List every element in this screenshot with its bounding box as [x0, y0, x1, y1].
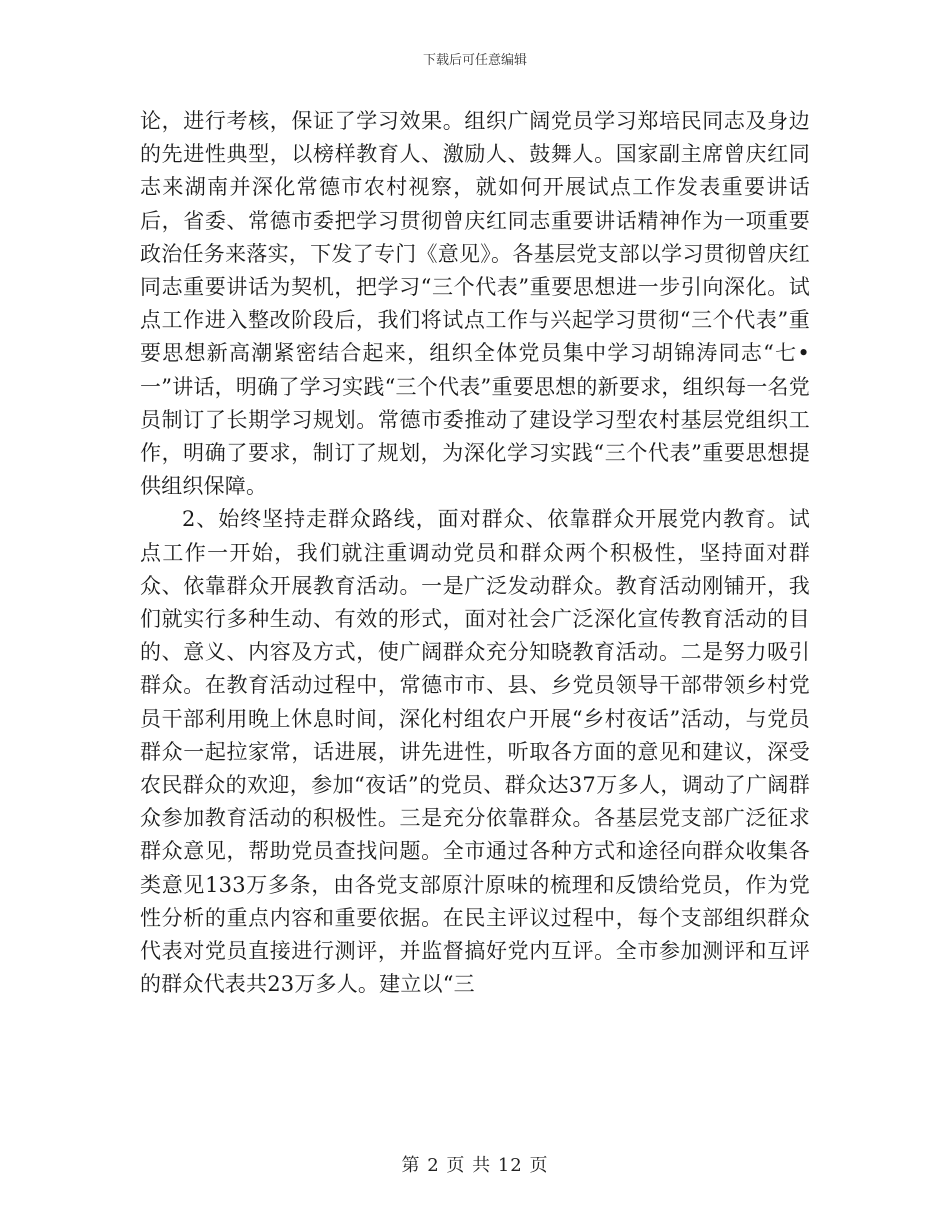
paragraph-continued: 论，进行考核，保证了学习效果。组织广阔党员学习郑培民同志及身边的先进性典型，以榜样教育人、激励人、鼓舞人。国家副主席曾庆红同志来湖南并深化常德市农村视察，就如何开展试点工作发表重要讲话后，省委、常德市委把学习贯彻曾庆红同志重要讲话精神作为一项重要政治任务来落实，下发了专门《意见》。各基层党支部以学习贯彻曾庆红同志重要讲话为契机，把学习“三个代表”重要思想进一步引向深化。试点工作进入整改阶段后，我们将试点工作与兴起学习贯彻“三个代表”重要思想新高潮紧密结合起来，组织全体党员集中学习胡锦涛同志“七•一”讲话，明确了学习实践“三个代表”重要思想的新要求，组织每一名党员制订了长期学习规划。常德市委推动了建设学习型农村基层党组织工作，明确了要求，制订了规划，为深化学习实践“三个代表”重要思想提供组织保障。	[140, 109, 810, 499]
page-footer: 第 2 页 共 12 页	[401, 1155, 549, 1176]
paragraph-section-2: 2、始终坚持走群众路线，面对群众、依靠群众开展党内教育。试点工作一开始，我们就注重调动党员和群众两个积极性，坚持面对群众、依靠群众开展教育活动。一是广泛发动群众。教育活动刚铺开，我们就实行多种生动、有效的形式，面对社会广泛深化宣传教育活动的目的、意义、内容及方式，使广阔群众充分知晓教育活动。二是努力吸引群众。在教育活动过程中，常德市市、县、乡党员领导干部带领乡村党员干部利用晚上休息时间，深化村组农户开展“乡村夜话”活动，与党员群众一起拉家常，话进展，讲先进性，听取各方面的意见和建议，深受农民群众的欢迎，参加“夜话”的党员、群众达37万多人，调动了广阔群众参加教育活动的积极性。三是充分依靠群众。各基层党支部广泛征求群众意见，帮助党员查找问题。全市通过各种方式和途径向群众收集各类意见133万多条，由各党支部原汁原味的梳理和反馈给党员，作为党性分析的重点内容和重要依据。在民主评议过程中，每个支部组织群众代表对党员直接进行测评，并监督搞好党内互评。全市参加测评和互评的群众代表共23万多人。建立以“三	[140, 507, 810, 997]
document-body	[140, 105, 810, 1001]
page-header: 下载后可任意编辑	[422, 53, 527, 68]
